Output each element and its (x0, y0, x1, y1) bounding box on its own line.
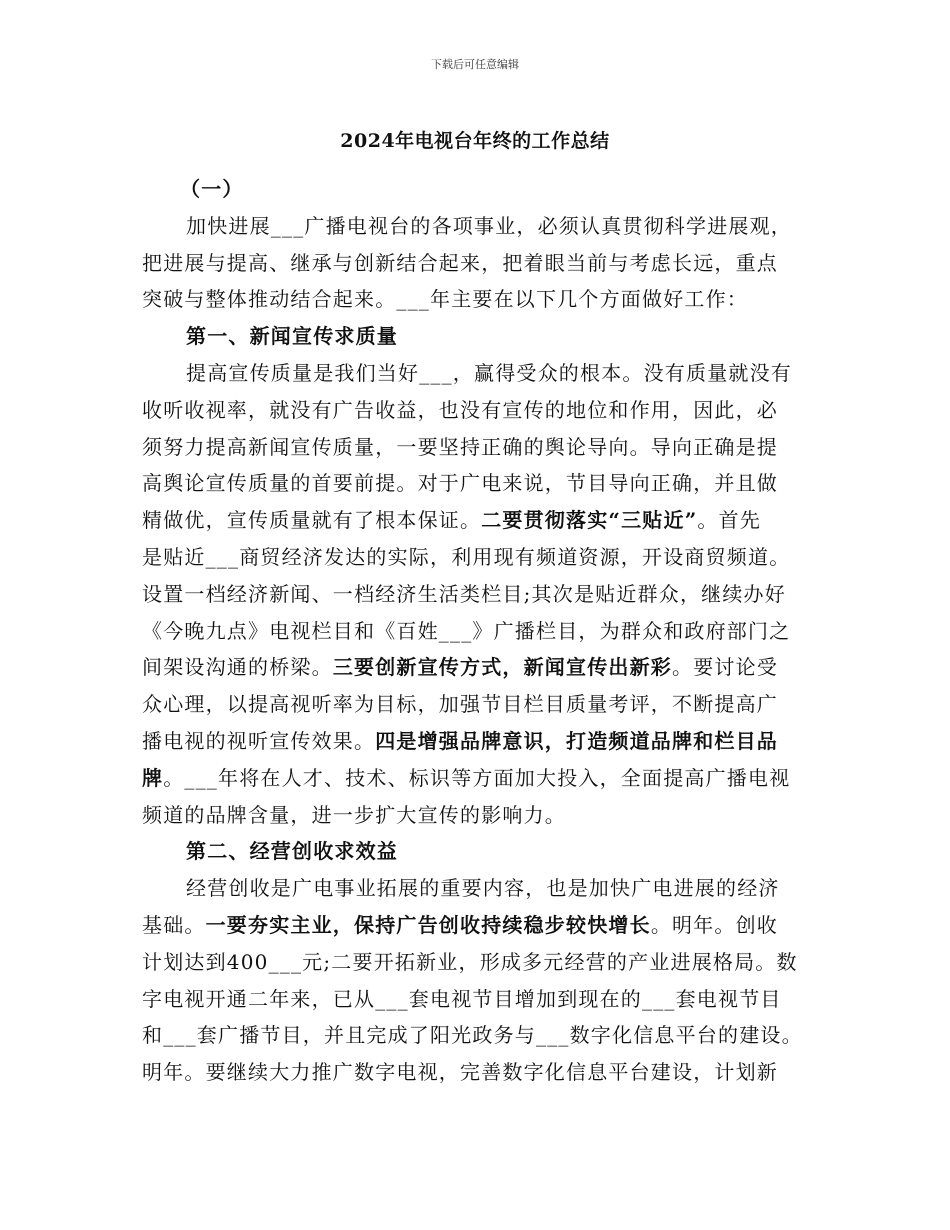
paragraph-line: 设置一档经济新闻、一档经济生活类栏目;其次是贴近群众，继续办好 (142, 581, 786, 606)
paragraph-line: 经营创收是广电事业拓展的重要内容，也是加快广电进展的经济 (186, 876, 780, 901)
paragraph-line: 和___套广播节目，并且完成了阳光政务与___数字化信息平台的建设。 (142, 1023, 803, 1048)
bold-text: 三要创新宣传方式，新闻宣传出新彩 (332, 655, 673, 680)
paragraph-line: 《今晚九点》电视栏目和《百姓___》广播栏目，为群众和政府部门之 (142, 618, 791, 643)
paragraph-line (142, 760, 828, 797)
plain-text: 播电视的视听宣传效果。 (142, 728, 376, 753)
bold-text: 牌 (142, 765, 164, 790)
section-heading-news: 第一、新闻宣传求质量 (186, 324, 398, 349)
bold-text: 一要夯实主业，保持广告创收持续稳步较快增长 (205, 912, 651, 937)
bold-text: 二要贯彻落实“三贴近” (481, 508, 698, 533)
paragraph-line: 突破与整体推动结合起来。___年主要在以下几个方面做好工作： (142, 287, 748, 312)
document-title: 2024年电视台年终的工作总结 (340, 130, 610, 152)
paragraph-line: 计划达到400___元;二要开拓新业，形成多元经营的产业进展格局。数 (142, 949, 798, 974)
paragraph-line: 须努力提高新闻宣传质量，一要坚持正确的舆论导向。导向正确是提 (142, 434, 778, 459)
paragraph-line: 收听收视率，就没有广告收益，也没有宣传的地位和作用，因此，必 (142, 397, 778, 422)
paragraph-line: 是贴近___商贸经济发达的实际，利用现有频道资源，开设商贸频道。 (142, 544, 791, 569)
section-number: （一） (180, 177, 244, 201)
paragraph-line: 加快进展___广播电视台的各项事业，必须认真贯彻科学进展观， (186, 213, 792, 238)
document-body (142, 171, 828, 1091)
plain-text: 。___年将在人才、技术、标识等方面加大投入，全面提高广播电视 (163, 765, 791, 790)
plain-text: 精做优，宣传质量就有了根本保证。 (142, 508, 482, 533)
section-heading-business: 第二、经营创收求效益 (186, 839, 398, 864)
paragraph-line: 高舆论宣传质量的首要前提。对于广电来说，节目导向正确，并且做 (142, 471, 778, 496)
paragraph-line (142, 723, 828, 760)
bold-text: 四是增强品牌意识，打造频道品牌和栏目品 (375, 728, 779, 753)
plain-text: 。明年。创收 (650, 912, 779, 937)
paragraph-line (142, 907, 828, 944)
paragraph-line: 众心理，以提高视听率为目标，加强节目栏目质量考评，不断提高广 (142, 692, 778, 717)
plain-text: 。要讨论受 (672, 655, 779, 680)
paragraph-line: 提高宣传质量是我们当好___，赢得受众的根本。没有质量就没有 (186, 360, 792, 385)
header-note: 下载后可任意编辑 (431, 58, 519, 71)
plain-text: 基础。 (142, 912, 206, 937)
paragraph-line: 明年。要继续大力推广数字电视，完善数字化信息平台建设，计划新 (142, 1060, 778, 1085)
paragraph-line (142, 649, 828, 686)
paragraph-line: 把进展与提高、继承与创新结合起来，把着眼当前与考虑长远，重点 (142, 250, 778, 275)
paragraph-line: 字电视开通二年来，已从___套电视节目增加到现在的___套电视节目 (142, 986, 782, 1011)
plain-text: 。首先 (697, 508, 762, 533)
paragraph-line (142, 502, 828, 539)
plain-text: 间架设沟通的桥梁。 (142, 655, 333, 680)
paragraph-line: 频道的品牌含量，进一步扩大宣传的影响力。 (142, 802, 566, 827)
